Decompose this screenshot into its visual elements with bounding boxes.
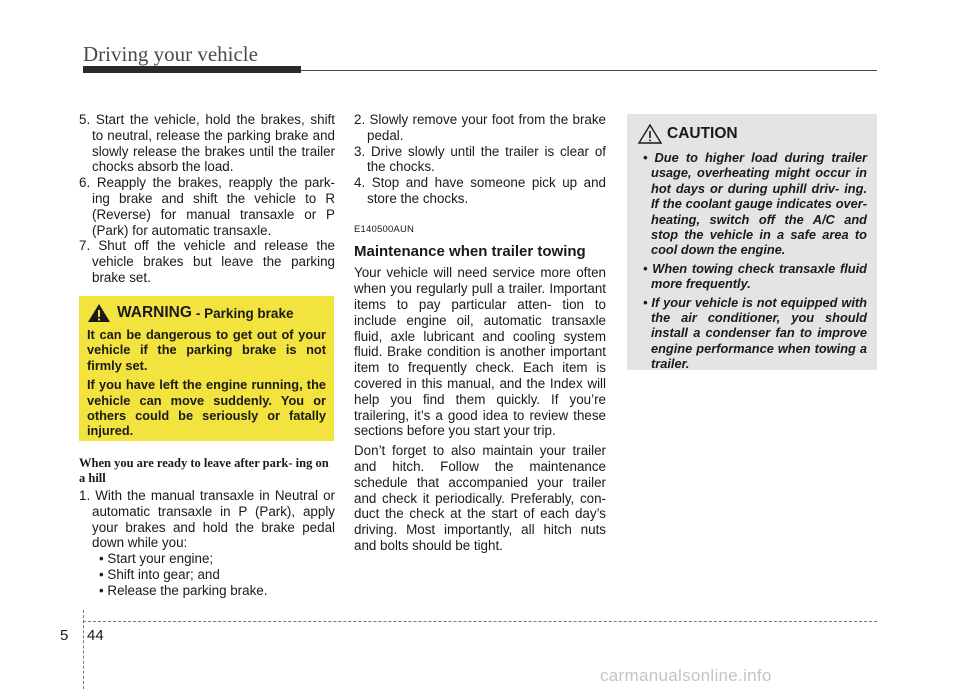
warning-subtitle: - Parking brake bbox=[195, 305, 294, 321]
middle-column bbox=[354, 112, 606, 554]
step-7: 7. Shut off the vehicle and release the vehicle brakes but leave the parking brake set. bbox=[79, 238, 335, 285]
step-6: 6. Reapply the brakes, reapply the park- ing brake and shift the vehicle to R (Reverse) for manual transaxle or P (Park) for automatic transaxle. bbox=[79, 175, 335, 238]
warning-paragraph-1: It can be dangerous to get out of your vehicle if the parking brake is not firmly set. bbox=[87, 327, 326, 373]
header-bar bbox=[83, 66, 301, 73]
footer-page-number: 44 bbox=[87, 627, 104, 644]
step-3: 3. Drive slowly until the trailer is clear of the chocks. bbox=[354, 143, 606, 175]
left-column-lower bbox=[79, 456, 335, 599]
caution-item-3: • If your vehicle is not equipped with the air conditioner, you should install a condenser fan to improve engine performance when towing a trailer. bbox=[643, 294, 867, 372]
hill-subheading: When you are ready to leave after park- ing on a hill bbox=[79, 456, 329, 485]
step-2: 2. Slowly remove your foot from the brake pedal. bbox=[354, 112, 606, 143]
header-rule bbox=[301, 70, 877, 71]
caution-item-1: • Due to higher load during trailer usage, overheating might occur in hot days or during uphill driv- ing. If the coolant gauge indicates over-heating, switch off the A/C and stop the vehicle in a safe area to cool down the engine. bbox=[643, 150, 867, 258]
warning-paragraph-2: If you have left the engine running, the vehicle can move suddenly. You or others could be seriously or fatally injured. bbox=[87, 377, 326, 439]
maintenance-paragraph-1: Your vehicle will need service more often when you regularly pull a trailer. Important items to pay particular atten- tion to include engine oil, automatic transaxle fluid, axle lubricant and cooling system fluid. Brake condition is another important item to frequently check. Each item is covered in this manual, and the Index will help you find them quickly. If you’re trailering, it’s a good idea to review these sections before you start your trip. bbox=[354, 265, 606, 439]
maintenance-paragraph-2: Don’t forget to also maintain your trailer and hitch. Follow the maintenance schedule that accompanied your trailer and check it periodically. Preferably, con- duct the check at the start of each day’s driving. Most importantly, all hitch nuts and bolts should be tight. bbox=[354, 443, 606, 553]
bullet-shift-gear: • Shift into gear; and bbox=[99, 566, 220, 582]
section-code: E140500AUN bbox=[354, 223, 415, 235]
warning-box bbox=[79, 296, 334, 441]
bullet-release-brake: • Release the parking brake. bbox=[99, 582, 268, 598]
bullet-start-engine: • Start your engine; bbox=[99, 551, 214, 567]
caution-triangle-icon bbox=[637, 123, 663, 145]
caution-title: CAUTION bbox=[667, 125, 738, 142]
warning-triangle-icon bbox=[87, 303, 111, 323]
footer-section-number: 5 bbox=[60, 627, 69, 644]
hill-step-1: 1. With the manual transaxle in Neutral or automatic transaxle in P (Park), apply your brakes and hold the brake pedal down while you: bbox=[79, 488, 335, 551]
page-header-title: Driving your vehicle bbox=[83, 42, 258, 66]
warning-title: WARNING bbox=[117, 304, 192, 321]
caution-header bbox=[637, 123, 867, 145]
step-5: 5. Start the vehicle, hold the brakes, shift to neutral, release the parking brake and slowly release the brakes until the trailer chocks absorb the load. bbox=[79, 112, 335, 175]
footer-horizontal-rule bbox=[83, 621, 877, 622]
left-column bbox=[79, 112, 335, 286]
warning-header bbox=[87, 303, 326, 323]
step-4: 4. Stop and have someone pick up and store the chocks. bbox=[354, 175, 606, 206]
caution-item-2: • When towing check transaxle fluid more frequently. bbox=[643, 260, 867, 292]
section-title: Maintenance when trailer towing bbox=[354, 242, 586, 260]
watermark: carmanualsonline.info bbox=[600, 666, 772, 685]
caution-box bbox=[627, 114, 877, 370]
